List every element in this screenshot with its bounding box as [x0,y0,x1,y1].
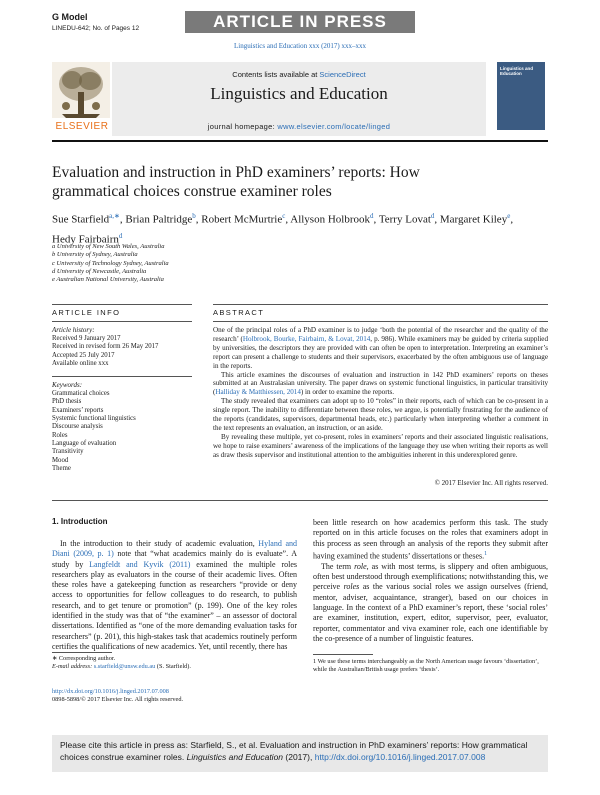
emphasis-term: roles [343,582,360,592]
article-info-column [52,326,192,473]
history-item: Received in revised form 26 May 2017 [52,343,159,351]
issn-line: 0898-5898/© 2017 Elsevier Inc. All rights reserved. [52,696,184,703]
header-divider [52,140,548,142]
abstract-paragraph-3: The study revealed that examiners can adopt up to 10 “roles” in their reports, each of which can be co-present in a single report. The inability to differentiate between these roles, we argue, is potentially frustrating for the audience of the reports (candidates, supervisors, departmental heads, etc.) particularly when interpreting whether a comment in the text represents an evaluation, an instruction, or an aside. [213,397,548,432]
article-info-mid-rule [52,321,192,322]
contents-prefix: Contents lists available at [232,70,320,79]
history-item: Available online xxx [52,359,109,367]
affiliation-item: b University of Sydney, Australia [52,251,138,259]
cite-doi-link[interactable]: http://dx.doi.org/10.1016/j.linged.2017.07.008 [314,752,486,762]
email-link[interactable]: s.starfield@unsw.edu.au [93,663,156,670]
keyword-item: Examiners’ reports [52,406,104,414]
article-in-press-banner: ARTICLE IN PRESS [185,11,415,33]
body-text: In the introduction to their study of academic evaluation, [60,539,259,548]
author-affiliation-marker[interactable]: d [370,212,374,220]
author-affiliation-marker[interactable]: a,∗ [109,212,120,220]
journal-title: Linguistics and Education [210,84,388,103]
corresponding-author-note: ∗ Corresponding author. [52,655,116,662]
body-text: note that “what academics mainly do is evaluate”. A study by [52,549,297,569]
journal-reference[interactable]: Linguistics and Education xxx (2017) xxx–xxx [233,42,366,50]
contents-line [112,70,486,79]
body-left-column [52,539,297,652]
homepage-link[interactable]: www.elsevier.com/locate/linged [277,122,391,131]
sciencedirect-link[interactable]: ScienceDirect [319,70,366,79]
abstract-bottom-rule [52,500,548,501]
body-text: The term [321,561,355,571]
affiliation-list [52,243,352,284]
author-affiliation-marker[interactable]: c [282,212,286,220]
affiliation-item: e Australian National University, Australia [52,276,164,284]
author-affiliation-marker[interactable]: d [118,231,123,240]
keyword-item: Grammatical choices [52,390,110,398]
author-name[interactable]: Margaret Kiley [439,213,508,226]
intro-paragraph-2 [313,518,548,562]
abstract-text: One of the principal roles of a PhD examiner is to judge ‘both the potential of the researcher and the quality of the research’ ( [213,326,548,343]
citation-link[interactable]: Hyland and Diani (2009, p. 1) [52,539,297,559]
cite-journal: Linguistics and Education [186,752,284,762]
abstract-text: This article examines the discourses of evaluation and instruction in 142 PhD examiners’ reports on theses submitted at an Australasian university. The paper draws on systemic functional linguistics, in particular transitivity ( [213,370,548,397]
keyword-item: Roles [52,431,68,439]
keyword-item: Language of evaluation [52,439,117,447]
abstract-heading: ABSTRACT [213,308,265,317]
history-item: Accepted 25 July 2017 [52,351,115,359]
affiliation-item: d University of Newcastle, Australia [52,267,147,275]
citation-link[interactable]: Langfeldt and Kyvik (2011) [89,559,191,569]
author-name[interactable]: Hedy Fairbairn [52,233,119,246]
abstract-text: , p. 986). While examiners may be guided by criteria supplied by universities, the descriptors they are provided with can often be open to interpretation. Interpreting an examiner’s report can present a challenge to students and their supervisors, exacerbated by the often ambiguous use of language in the reports. [213,334,549,370]
author-affiliation-marker[interactable]: e [507,212,511,220]
author-affiliation-marker[interactable]: d [430,212,435,220]
introduction-heading: 1. Introduction [52,517,108,526]
keyword-item: Systemic functional linguistics [52,415,136,423]
keyword-item: Theme [52,464,71,472]
footnote-1: 1 We use these terms interchangeably as the North American usage favours ‘dissertation’, while the Australian/British usage prefers ‘thesis’. [313,658,539,673]
intro-paragraph-3 [313,562,548,644]
affiliation-item: a University of New South Wales, Australia [52,243,165,250]
email-label: E-mail address: [52,663,94,670]
doi-link[interactable]: http://dx.doi.org/10.1016/j.linged.2017.07.008 [52,688,169,695]
intro-paragraph-1 [52,539,297,652]
emphasis-term: role [354,561,367,571]
article-meta-footer [52,688,352,704]
author-name[interactable]: Robert McMurtrie [201,213,283,226]
footnote-ref[interactable]: 1 [484,550,488,557]
article-title [52,163,548,201]
cover-title: Linguistics and Education [500,66,534,76]
article-title-line-1: Evaluation and instruction in PhD examiners’ reports: How [52,164,420,181]
email-note [52,663,297,671]
citation-link[interactable]: Holbrook, Bourke, Fairbairn, & Lovat, 2014 [242,334,371,343]
author-name[interactable]: Allyson Holbrook [290,213,370,226]
affiliation-item: c University of Technology Sydney, Australia [52,259,169,267]
article-info-top-rule [52,304,192,305]
history-item: Received 9 January 2017 [52,335,121,342]
citation-link[interactable]: Halliday & Matthiessen, 2014 [215,388,301,397]
abstract-paragraph-1 [213,326,548,371]
footnote-rule-left [52,652,112,653]
history-label: Article history: [52,326,95,334]
homepage-prefix: journal homepage: [207,122,278,131]
manuscript-ref-code: LINEDU-642; No. of Pages 12 [52,25,140,32]
author-name[interactable]: Sue Starfield [52,213,110,226]
body-text: as the various social roles we assign ourselves (friend, mentor, adviser, acquaintance, stranger), based on our choices in language. In the context of a PhD examiner’s report, these ‘social roles’ are examiner, institution, expert, editor, supervisor, peer, evaluator, reporter, commentator and viva examiner role, each one identifiable by the co-presence of a number of linguistic features. [313,582,548,643]
gmodel-label: G Model [52,12,88,22]
keyword-item: Mood [52,456,69,464]
article-title-line-2: grammatical choices construe examiner roles [52,183,332,200]
author-name[interactable]: Terry Lovat [378,213,431,226]
keyword-item: Transitivity [52,448,84,456]
abstract-mid-rule [213,321,548,322]
cite-prefix: Please cite this article in press as: Starfield, S., et al. Evaluation and instruction in PhD examiners’ reports: How grammatical choices construe examiner roles. [60,740,528,762]
abstract-text: ) in order to examine the reports. [300,388,395,397]
footnote-rule-right [313,654,373,655]
body-text: , as with most terms, is slippery and often ambiguous, often best understood through exemplifications; notwithstanding this, we perceive [313,561,548,592]
keyword-item: PhD thesis [52,398,82,406]
cite-this-article-text [60,739,540,763]
body-text: been little research on how academics perform this task. The study reported on in this article focuses on the roles that examiners adopt in this process as seen through an analysis of the reports they submit after having examined the students’ dissertations or theses. [313,518,548,561]
cite-middle: (2017), [283,752,315,762]
author-list: Sue Starfield$^{a,∗}$, Brian Paltridge$^b$, Robert McMurtrie$^c$, Allyson Holbrook$^d$, Terry Lovat$^d$, Margaret Kiley$^e$, Hedy Fairbairn$^d$ [52,212,514,246]
article-info-heading: ARTICLE INFO [52,308,121,317]
keywords-label: Keywords: [52,381,83,390]
author-name[interactable]: Brian Paltridge [125,213,193,226]
copyright-notice: © 2017 Elsevier Inc. All rights reserved. [434,479,548,487]
body-right-column [313,518,548,644]
footnotes-left [52,655,297,671]
elsevier-wordmark: ELSEVIER [55,121,109,132]
abstract-top-rule [213,304,548,305]
abstract-paragraph-4: By revealing these multiple, yet co-present, roles in examiners’ reports and their associated linguistic realisations, we hope to raise examiners’ awareness of the implications of the language they use when writing their reports as well as draw thesis supervisor and institutional attention to the ambiguities inherent in this underexplored genre. [213,432,548,459]
body-text: examined the multiple roles researchers play as evaluators in the course of their academic lives. Often these roles have a gatekeeping function as researchers “provide or deny access to opportunities for fellow colleagues to do research, to publish research, and to get tenure or promotion” (p. 199). One of the key roles identified in the study was that of “the examiner” – an assessor of doctoral dissertations. Identified as “one of the more demanding evaluation tasks for researchers” (p. 201), this high-stakes task that academics routinely perform certifies the qualifications of new academics. Yet, until recently, there has [52,559,297,651]
abstract-paragraph-2 [213,371,548,398]
author-affiliation-marker[interactable]: b [192,212,196,220]
keywords-rule [52,376,192,377]
abstract-body [213,326,548,460]
keyword-list [52,390,192,473]
email-suffix: (S. Starfield). [155,663,191,670]
journal-homepage [112,122,486,131]
keyword-item: Discourse analysis [52,423,103,431]
